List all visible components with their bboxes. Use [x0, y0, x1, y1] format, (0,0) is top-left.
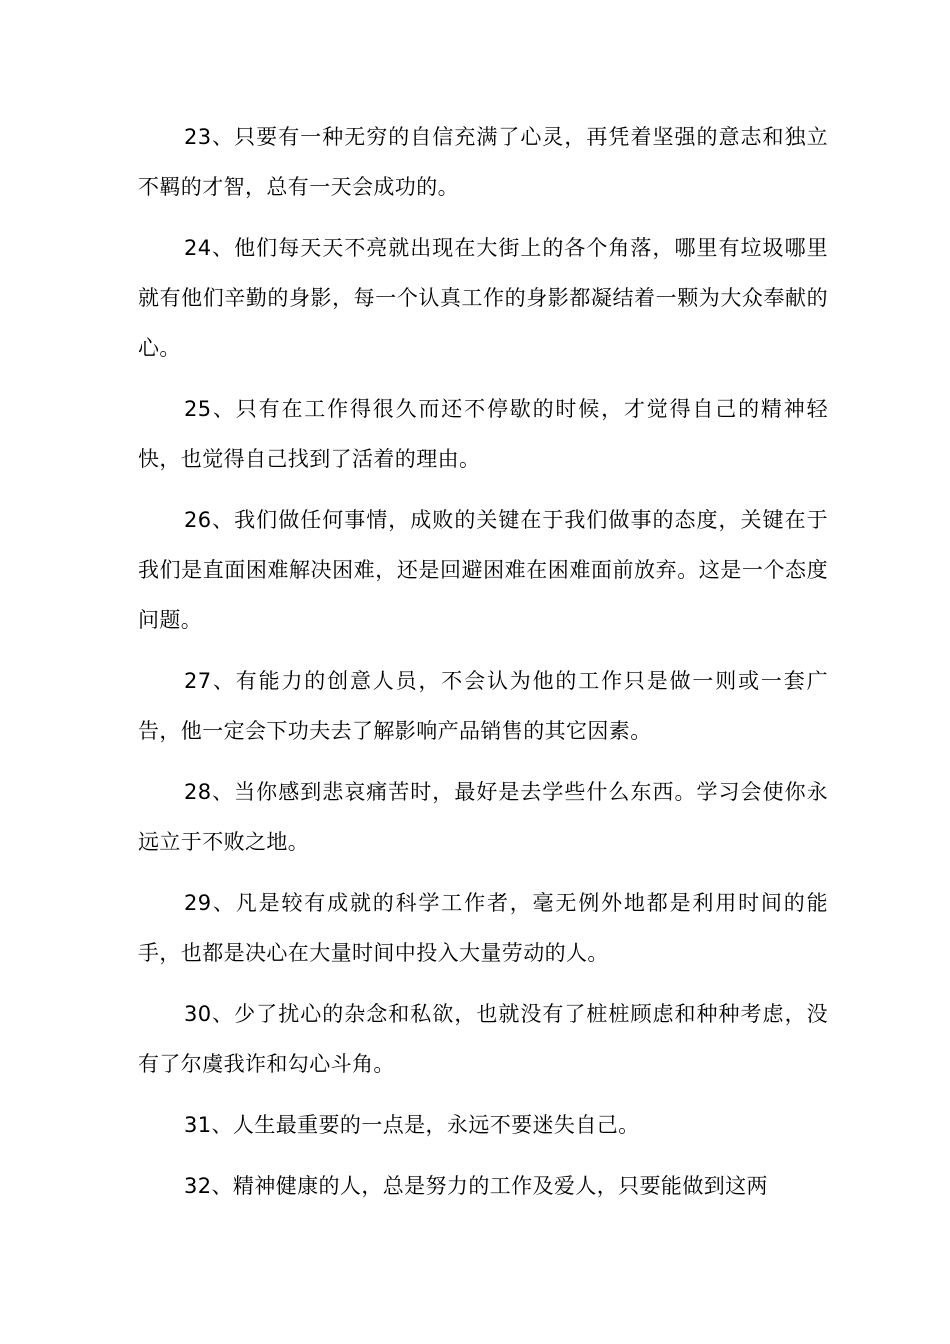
paragraph-25: 25、只有在工作得很久而还不停歇的时候，才觉得自己的精神轻快，也觉得自己找到了活着的理由。: [138, 397, 828, 471]
paragraph-30: 30、少了扰心的杂念和私欲，也就没有了桩桩顾虑和种种考虑，没有了尔虞我诈和勾心斗角。: [138, 1002, 828, 1076]
paragraph-23: 23、只要有一种无穷的自信充满了心灵，再凭着坚强的意志和独立不羁的才智，总有一天会成功的。: [138, 125, 828, 199]
paragraph-32: 32、精神健康的人，总是努力的工作及爱人，只要能做到这两: [184, 1174, 768, 1198]
paragraph-27: 27、有能力的创意人员，不会认为他的工作只是做一则或一套广告，他一定会下功夫去了解影响产品销售的其它因素。: [138, 669, 828, 743]
paragraph-31: 31、人生最重要的一点是，永远不要迷失自己。: [184, 1113, 640, 1137]
paragraph-26: 26、我们做任何事情，成败的关键在于我们做事的态度，关键在于我们是直面困难解决困难，还是回避困难在困难面前放弃。这是一个态度问题。: [138, 508, 828, 632]
paragraph-29: 29、凡是较有成就的科学工作者，毫无例外地都是利用时间的能手，也都是决心在大量时间中投入大量劳动的人。: [138, 891, 828, 965]
document-body: [138, 112, 828, 1222]
paragraph-24: 24、他们每天天不亮就出现在大街上的各个角落，哪里有垃圾哪里就有他们辛勤的身影，每一个认真工作的身影都凝结着一颗为大众奉献的心。: [138, 236, 828, 360]
paragraph-28: 28、当你感到悲哀痛苦时，最好是去学些什么东西。学习会使你永远立于不败之地。: [138, 780, 828, 854]
